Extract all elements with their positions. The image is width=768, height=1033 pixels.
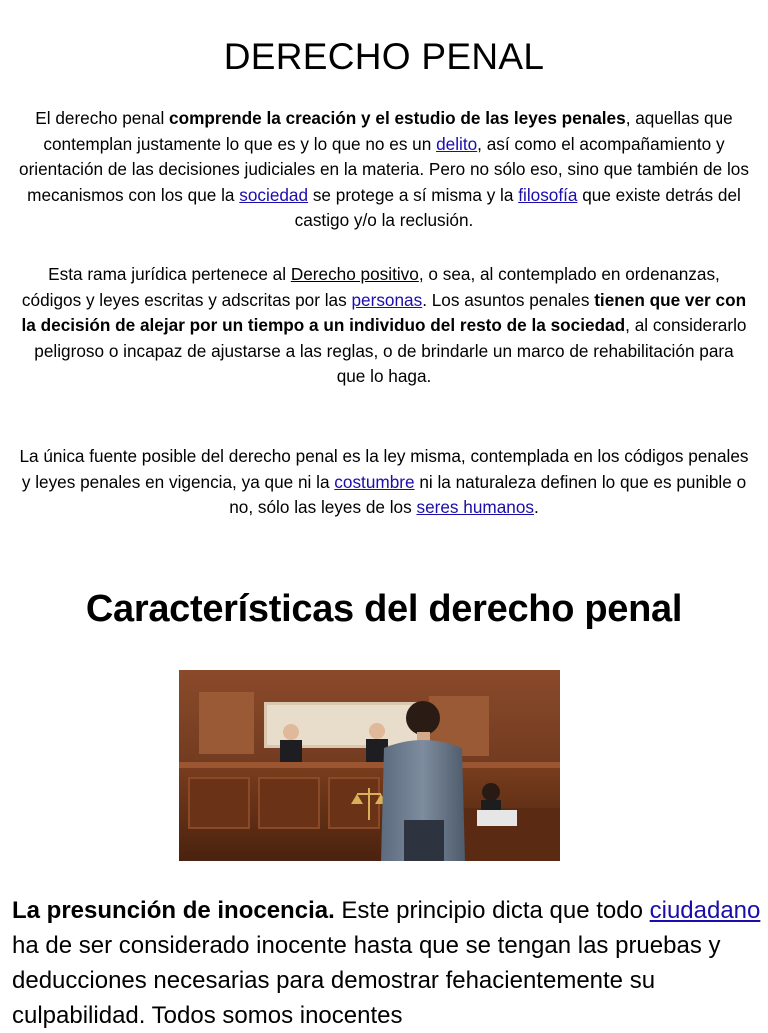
p1-text-5: que existe detrás del castigo y/o la reclusión. [294, 184, 741, 231]
p4-text-1: Este principio dicta que todo [334, 897, 650, 924]
link-sociedad[interactable]: sociedad [239, 184, 309, 205]
p4-bold-1: La presunción de inocencia. [12, 897, 335, 924]
p2-text-1: Esta rama jurídica pertenece al [48, 264, 291, 284]
source-paragraph [18, 444, 750, 521]
derecho-positivo-underlined: Derecho positivo [290, 264, 419, 284]
presumption-paragraph [12, 893, 762, 1033]
p2-bold-1: tienen que ver con la decisión de alejar por un tiempo a un individuo del resto de la sociedad [21, 289, 747, 336]
p1-text-3: , así como el acompañamiento y orientación de las decisiones judiciales en la materia. Pero no sólo eso, sino que también de los mecanismos con los que la [19, 133, 749, 205]
courtroom-photo [179, 670, 560, 861]
p1-text-4: se protege a sí misma y la [308, 184, 519, 205]
link-costumbre[interactable]: costumbre [334, 471, 415, 492]
p2-text-3: . Los asuntos penales [422, 289, 595, 310]
p2-text-4: , al considerarlo peligroso o incapaz de ajustarse a las reglas, o de brindarle un marco de rehabilitación para que lo haga. [34, 315, 747, 387]
link-seres-humanos[interactable]: seres humanos [416, 497, 534, 518]
p3-text-1: La única fuente posible del derecho penal es la ley misma, contemplada en los códigos penales y leyes penales en vigencia, ya que ni la [19, 446, 749, 492]
section-heading: Características del derecho penal [85, 588, 683, 630]
branch-paragraph [18, 262, 750, 390]
p3-text-2: ni la naturaleza definen lo que es punible o no, sólo las leyes de los [229, 471, 747, 518]
p2-text-2: , o sea, al contemplado en ordenanzas, códigos y leyes escritas y adscritas por las [21, 264, 720, 310]
p4-text-2: ha de ser considerado inocente hasta que se tengan las pruebas y deducciones necesarias para demostrar fehacientemente su culpabilidad. Todos somos inocentes [12, 932, 721, 1029]
link-personas[interactable]: personas [351, 289, 423, 310]
intro-paragraph [18, 106, 750, 234]
p3-text-3: . [534, 497, 539, 518]
courtroom-illustration [179, 670, 560, 861]
p1-bold-1: comprende la creación y el estudio de las leyes penales [169, 108, 626, 128]
p1-text-2: , aquellas que contemplan justamente lo que es y lo que no es un [43, 108, 733, 154]
p1-text-1: El derecho penal [35, 108, 170, 128]
link-ciudadano[interactable]: ciudadano [649, 897, 761, 924]
page-title: DERECHO PENAL [223, 36, 545, 77]
link-delito[interactable]: delito [436, 133, 478, 154]
link-filosofia[interactable]: filosofía [518, 184, 578, 205]
